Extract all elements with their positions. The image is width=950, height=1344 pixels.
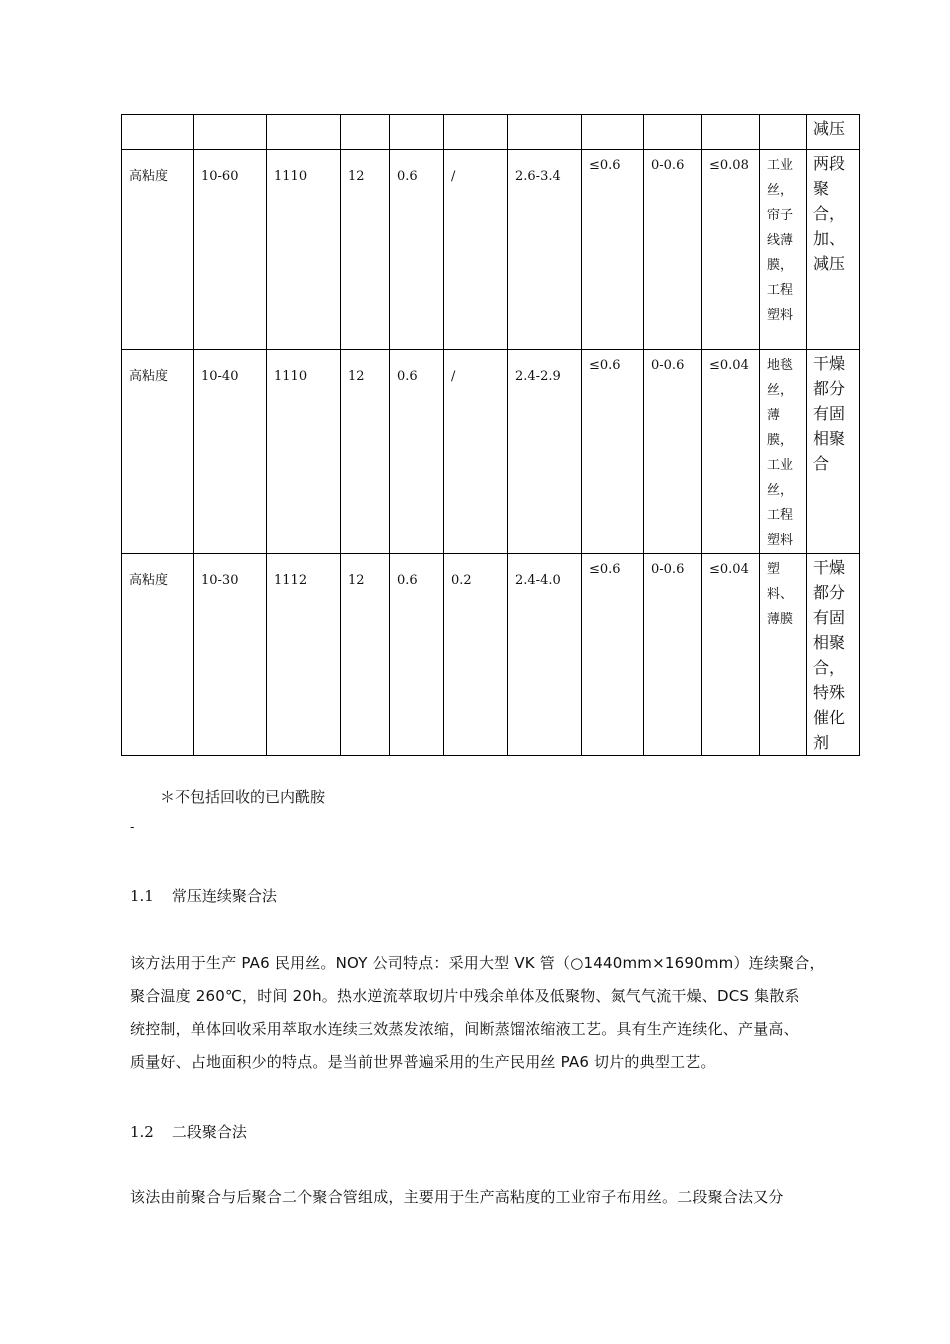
table-cell: 地毯丝，薄膜，工业丝，工程塑料 — [760, 350, 807, 554]
table-cell — [194, 115, 267, 150]
table-cell — [508, 115, 582, 150]
paragraph-line: 质量好、占地面积少的特点。是当前世界普遍采用的生产民用丝 PA6 切片的典型工艺。 — [130, 1053, 716, 1071]
table-cell: 0.6 — [390, 150, 444, 350]
section-number: 1.1 — [130, 887, 154, 905]
table-cell: ≤0.08 — [702, 150, 760, 350]
section-number: 1.2 — [130, 1123, 154, 1141]
table-row — [122, 350, 860, 554]
table-cell: 工业丝，帘子线薄膜，工程塑料 — [760, 150, 807, 350]
paragraph-line: 该法由前聚合与后聚合二个聚合管组成，主要用于生产高粘度的工业帘子布用丝。二段聚合法又分 — [130, 1188, 784, 1206]
table-cell: 12 — [341, 150, 390, 350]
paragraph-line: 该方法用于生产 PA6 民用丝。NOY 公司特点：采用大型 VK 管（○1440mm×1690mm）连续聚合， — [130, 954, 825, 972]
table-cell: / — [444, 350, 508, 554]
table-cell: ≤0.6 — [582, 150, 644, 350]
table-cell: 2.4-4.0 — [508, 554, 582, 756]
table-cell: ≤0.6 — [582, 350, 644, 554]
section-heading-1-2 — [130, 1121, 247, 1142]
section-title: 二段聚合法 — [171, 1123, 247, 1141]
table-cell: ≤0.04 — [702, 350, 760, 554]
table-cell — [390, 115, 444, 150]
table-row — [122, 115, 860, 150]
table-cell: 0-0.6 — [644, 554, 702, 756]
table-cell: 减压 — [807, 115, 860, 150]
table-cell — [341, 115, 390, 150]
table-cell: 10-60 — [194, 150, 267, 350]
table-cell: 10-30 — [194, 554, 267, 756]
paragraph-line: 统控制，单体回收采用萃取水连续三效蒸发浓缩，间断蒸馏浓缩液工艺。具有生产连续化、产量高、 — [130, 1020, 799, 1038]
table-cell — [267, 115, 341, 150]
table-cell: 1110 — [267, 150, 341, 350]
table-cell: 两段聚合，加、减压 — [807, 150, 860, 350]
table-cell: 2.6-3.4 — [508, 150, 582, 350]
table-cell: 高粘度 — [122, 554, 194, 756]
table-cell: 高粘度 — [122, 150, 194, 350]
table-cell: 干燥都分有固相聚合，特殊催化剂 — [807, 554, 860, 756]
section-paragraph-1-1 — [130, 947, 860, 1079]
table-cell: 0.6 — [390, 350, 444, 554]
table-footnote: ＊不包括回收的已内酰胺 — [160, 788, 326, 806]
table-cell: ≤0.04 — [702, 554, 760, 756]
table-cell: 0.2 — [444, 554, 508, 756]
table-cell: 干燥都分有固相聚合 — [807, 350, 860, 554]
table-cell: 12 — [341, 554, 390, 756]
table-cell: 高粘度 — [122, 350, 194, 554]
table-cell: 1110 — [267, 350, 341, 554]
specification-table — [121, 114, 860, 756]
table-row — [122, 150, 860, 350]
table-cell: 塑料、薄膜 — [760, 554, 807, 756]
paragraph-line: 聚合温度 260℃，时间 20h。热水逆流萃取切片中残余单体及低聚物、氮气气流干燥、DCS 集散系 — [130, 987, 800, 1005]
table-row — [122, 554, 860, 756]
table-cell: / — [444, 150, 508, 350]
table-cell: 1112 — [267, 554, 341, 756]
table-cell — [582, 115, 644, 150]
table-cell — [760, 115, 807, 150]
table-cell: 0-0.6 — [644, 350, 702, 554]
section-title: 常压连续聚合法 — [171, 887, 277, 905]
table-cell: ≤0.6 — [582, 554, 644, 756]
table-cell — [444, 115, 508, 150]
separator-dash: - — [130, 820, 135, 835]
section-heading-1-1 — [130, 885, 277, 906]
table-cell: 12 — [341, 350, 390, 554]
table-cell: 0.6 — [390, 554, 444, 756]
table-cell — [644, 115, 702, 150]
table-cell: 10-40 — [194, 350, 267, 554]
table-cell: 0-0.6 — [644, 150, 702, 350]
table-cell: 2.4-2.9 — [508, 350, 582, 554]
table-cell — [702, 115, 760, 150]
section-paragraph-1-2 — [130, 1181, 860, 1214]
table-cell — [122, 115, 194, 150]
